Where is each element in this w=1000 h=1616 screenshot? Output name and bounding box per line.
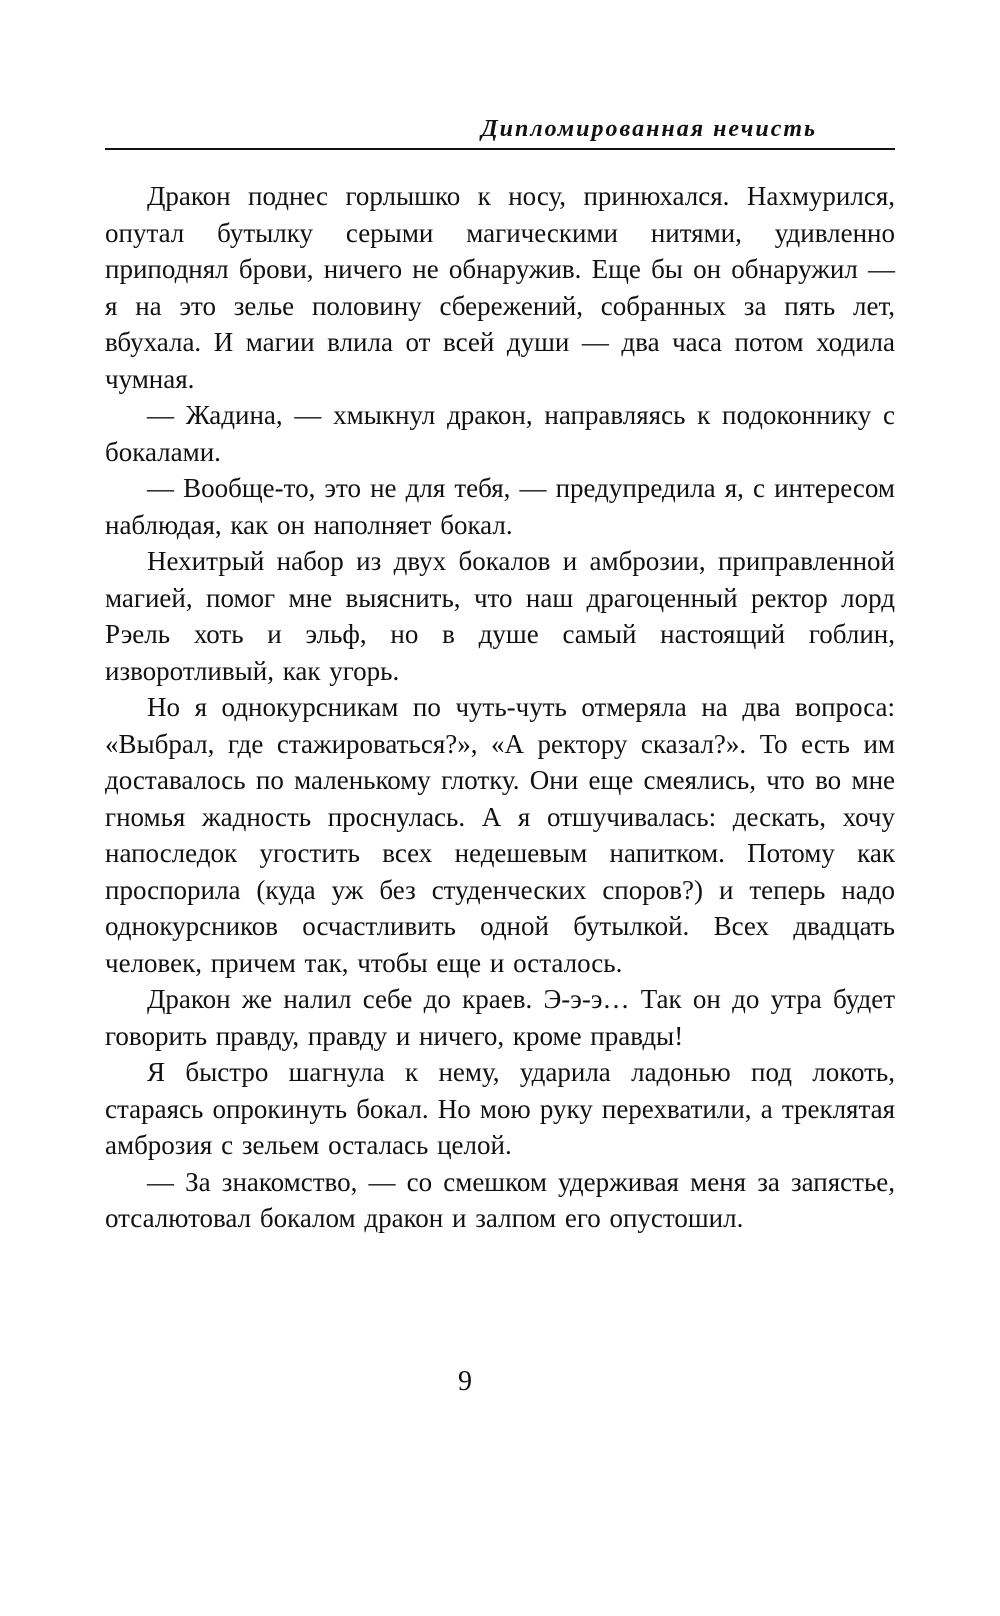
paragraph: Нехитрый набор из двух бокалов и амброзии, приправленной магией, помог мне выяснить, что наш драгоценный ректор лорд Рэель хоть и эльф, но в душе самый настоящий гоблин, изворотливый, как угорь. bbox=[105, 546, 895, 686]
body-text bbox=[105, 178, 895, 1237]
paragraph: — Жадина, — хмыкнул дракон, направляясь к подоконнику с бокалами. bbox=[105, 400, 895, 467]
paragraph: Но я однокурсникам по чуть-чуть отмеряла на два вопроса: «Выбрал, где стажироваться?», «А ректору сказал?». То есть им доставалось по маленькому глотку. Они еще смеялись, что во мне гномья жадность проснулась. А я отшучивалась: дескать, хочу напоследок угостить всех недешевым напитком. Потому как проспорила (куда уж без студенческих споров?) и теперь надо однокурсников осчастливить одной бутылкой. Всех двадцать человек, причем так, чтобы еще и осталось. bbox=[105, 692, 895, 978]
running-header bbox=[105, 116, 895, 143]
header-rule bbox=[105, 148, 895, 150]
paragraph: Я быстро шагнула к нему, ударила ладонью под локоть, стараясь опрокинуть бокал. Но мою руку перехватили, а треклятая амброзия с зельем осталась целой. bbox=[105, 1057, 895, 1160]
page-number: 9 bbox=[458, 1366, 472, 1397]
paragraph: Дракон поднес горлышко к носу, принюхался. Нахмурился, опутал бутылку серыми магическими нитями, удивленно приподнял брови, ничего не обнаружив. Еще бы он обнаружил — я на это зелье половину сбережений, собранных за пять лет, вбухала. И магии влила от всей души — два часа потом ходила чумная. bbox=[105, 181, 895, 394]
paragraph: Дракон же налил себе до краев. Э-э-э… Так он до утра будет говорить правду, правду и ничего, кроме правды! bbox=[105, 984, 895, 1051]
paragraph: — Вообще-то, это не для тебя, — предупредила я, с интересом наблюдая, как он наполняет бокал. bbox=[105, 473, 895, 540]
running-header-title: Дипломированная нечисть bbox=[481, 116, 817, 142]
paragraph: — За знакомство, — со смешком удерживая меня за запястье, отсалютовал бокалом дракон и залпом его опустошил. bbox=[105, 1166, 895, 1233]
